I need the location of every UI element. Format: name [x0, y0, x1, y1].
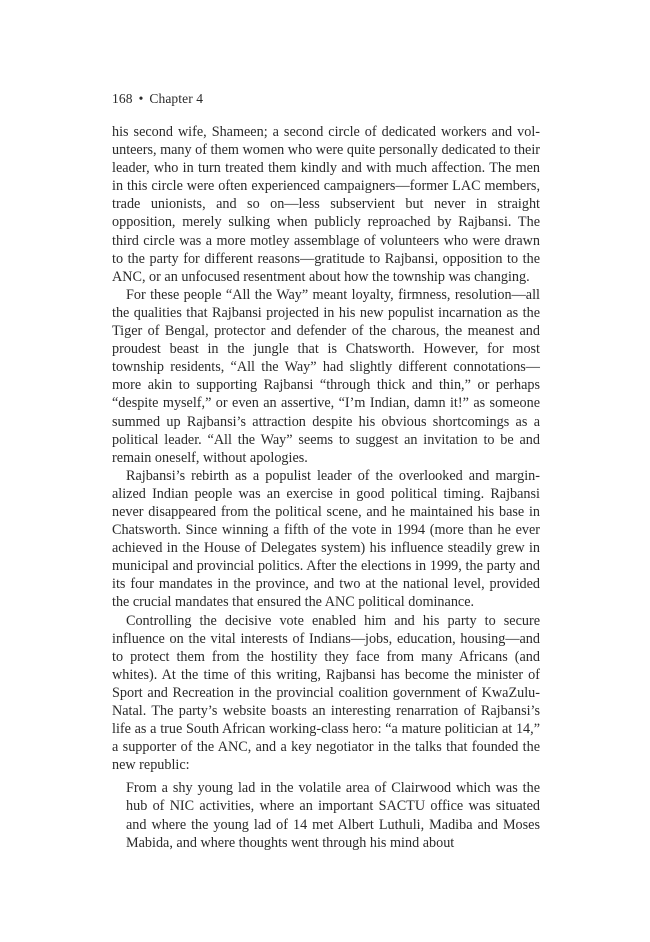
header-separator: •: [138, 91, 144, 106]
paragraph: For these people “All the Way” meant loyalty, firmness, resolution—all the qualities that Rajbansi projected in his new populist incarnation as the Tiger of Bengal, protector and defender of the charous, the meanest and proudest beast in the jungle that is Chatsworth. However, for most township residents, “All the Way” had slightly different connotations—more akin to supporting Rajbansi “through thick and thin,” or perhaps “despite myself,” or even an assertive, “I’m Indian, damn it!” as someone summed up Rajbansi’s attraction despite his obvious shortcomings as a political leader. “All the Way” seems to suggest an invitation to be and remain oneself, without apologies.: [112, 286, 540, 466]
body-text: [112, 123, 540, 774]
chapter-label: Chapter 4: [149, 91, 204, 106]
block-quote: From a shy young lad in the volatile area of Clairwood which was the hub of NIC activities, where an important SACTU office was situated and where the young lad of 14 met Albert Luthuli, Madiba and Moses Mabida, and where thoughts went through his mind about: [126, 780, 540, 851]
paragraph: Rajbansi’s rebirth as a populist leader of the overlooked and marginalized Indian people was an exercise in good political timing. Rajbansi never disappeared from the political scene, and he maintained his base in Chatsworth. Since winning a fifth of the vote in 1994 (more than he ever achieved in the House of Delegates system) his influence steadily grew in municipal and provincial politics. After the elections in 1999, the party and its four mandates in the province, and two at the national level, provided the crucial mandates that ensured the ANC political dominance.: [112, 467, 540, 611]
book-page: [112, 90, 540, 852]
paragraph: Controlling the decisive vote enabled him and his party to secure influence on the vital interests of Indians—jobs, education, housing—and to protect them from the hostility they face from many Africans (and whites). At the time of this writing, Rajbansi has become the minister of Sport and Recreation in the provincial coalition government of KwaZulu-Natal. The party’s website boasts an interesting renarration of Rajbansi’s life as a true South African working-class hero: “a mature politician at 14,” a supporter of the ANC, and a key negotiator in the talks that founded the new republic:: [112, 612, 540, 774]
paragraph: his second wife, Shameen; a second circle of dedicated workers and volunteers, many of them women who were quite personally dedicated to their leader, who in turn treated them kindly and with much affection. The men in this circle were often experienced campaigners—former LAC members, trade unionists, and so on—less subservient but never in straight opposition, merely sulking when publicly reproached by Rajbansi. The third circle was a more motley assemblage of volunteers who were drawn to the party for different reasons—gratitude to Rajbansi, opposition to the ANC, or an unfocused resentment about how the township was changing.: [112, 124, 540, 285]
running-head: [112, 90, 540, 108]
page-number: 168: [112, 91, 133, 106]
